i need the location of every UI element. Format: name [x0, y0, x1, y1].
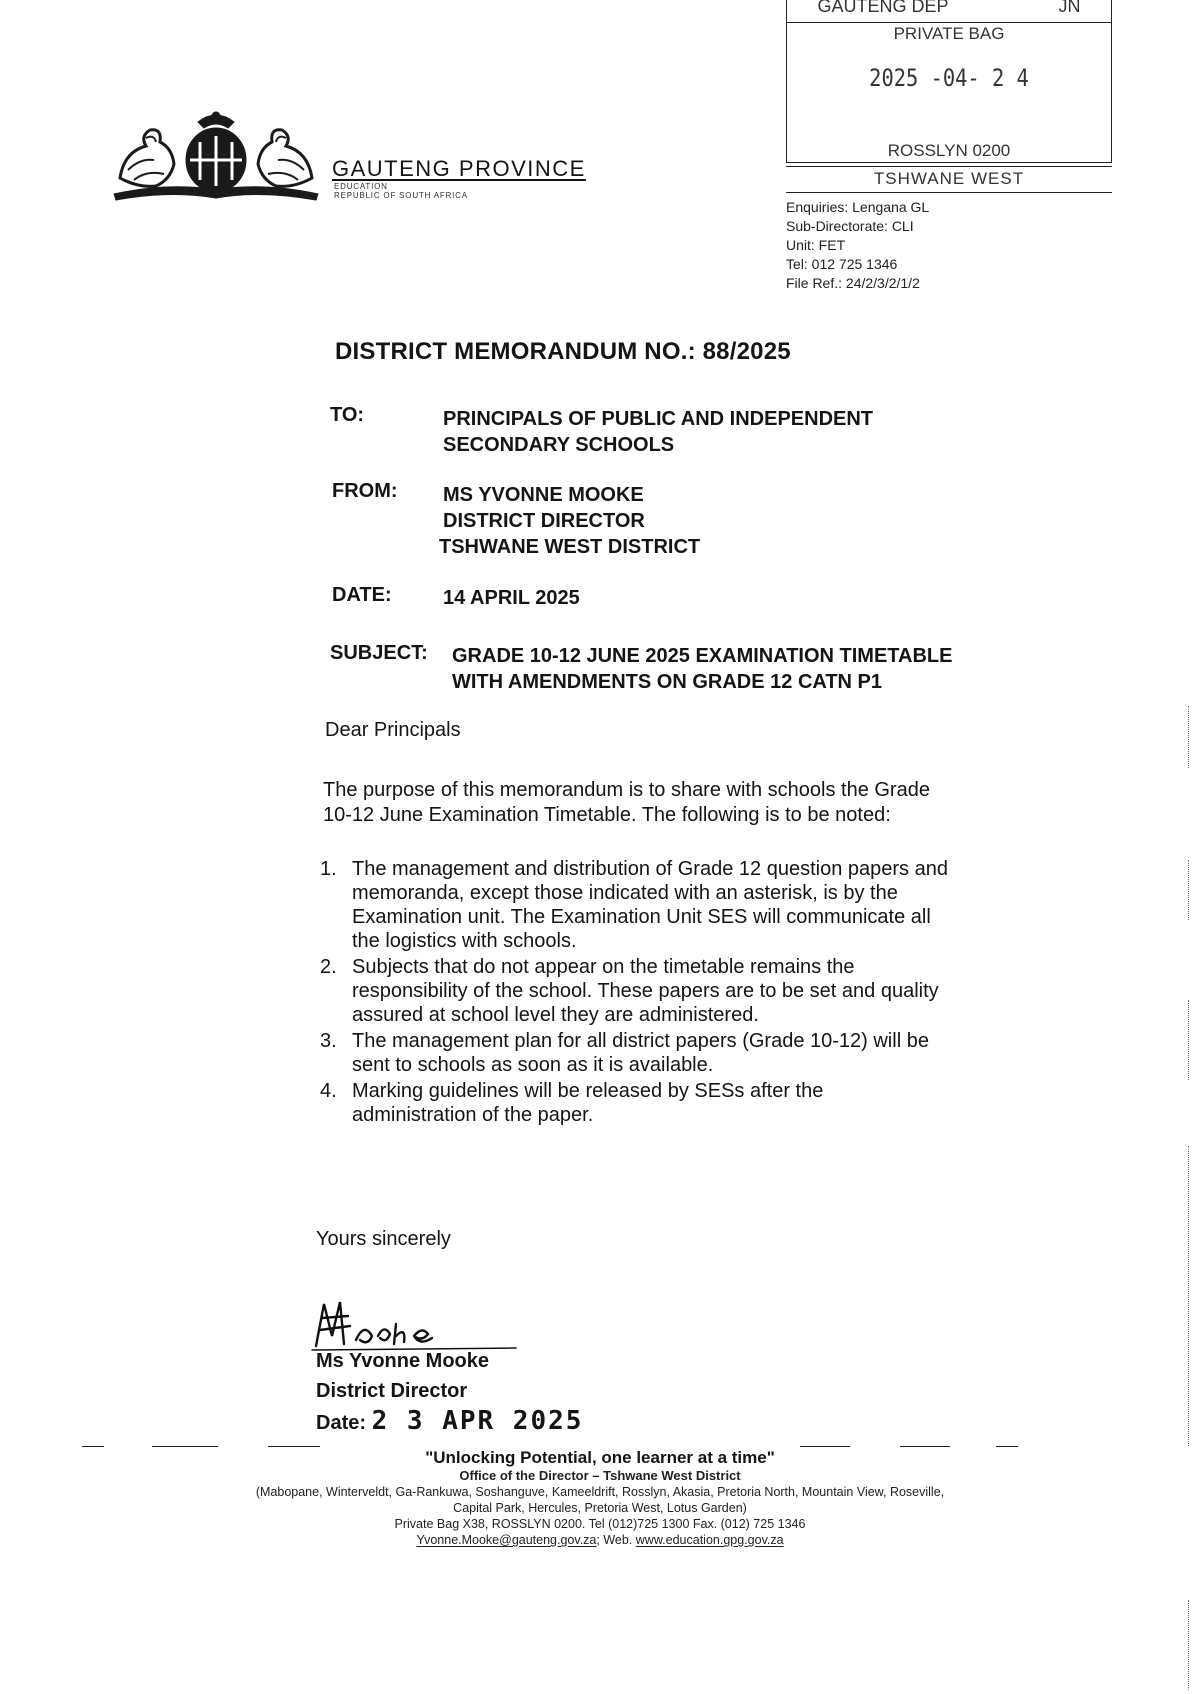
footer-office: Office of the Director – Tshwane West District: [459, 1468, 741, 1483]
stamp-private-bag: PRIVATE BAG: [893, 24, 1005, 43]
stamp-department: GAUTENG DEP: [817, 0, 949, 16]
stamp-tshwane-west: TSHWANE WEST: [873, 169, 1025, 188]
footer-contact: Private Bag X38, ROSSLYN 0200. Tel (012)725 1300 Fax. (012) 725 1346: [394, 1517, 806, 1531]
subject-label: SUBJECT:: [330, 642, 428, 664]
signature-date-stamp: 2 3 APR 2025: [371, 1406, 584, 1436]
footer-email-link[interactable]: Yvonne.Mooke@gauteng.gov.za: [416, 1533, 597, 1547]
date-label: DATE:: [332, 584, 392, 606]
footer-slogan: "Unlocking Potential, one learner at a time": [425, 1448, 775, 1467]
signature-date-label: Date:: [316, 1412, 367, 1434]
to-label: TO:: [330, 404, 365, 426]
stamp-department-tail: JN: [1058, 0, 1081, 16]
note-item: 1. The management and distribution of Grade 12 question papers and memoranda, except those indicated with an asterisk, is by the Examination unit. The Examination Unit SES will communicate all the logistics with schools.: [320, 858, 948, 952]
enquiries-unit: Unit: FET: [786, 237, 846, 253]
memo-title: DISTRICT MEMORANDUM NO.: 88/2025: [335, 338, 791, 365]
note-item: 2. Subjects that do not appear on the timetable remains the responsibility of the school. These papers are to be set and quality assured at school level they are administered.: [320, 956, 939, 1026]
footer-address: [0, 1468, 1200, 1548]
from-value: MS YVONNE MOOKE DISTRICT DIRECTOR TSHWANE WEST DISTRICT: [439, 484, 701, 558]
gauteng-coat-of-arms-logo: [110, 108, 322, 204]
intro-paragraph: The purpose of this memorandum is to share with schools the Grade 10-12 June Examination Timetable. The following is to be noted:: [323, 779, 930, 826]
footer-web-label: ; Web.: [596, 1533, 633, 1547]
enquiries-contact: Enquiries: Lengana GL: [786, 199, 930, 215]
footer-areas-line1: (Mabopane, Winterveldt, Ga-Rankuwa, Soshanguve, Kameeldrift, Rosslyn, Akasia, Pretoria North, Mountain View, Roseville,: [255, 1485, 945, 1499]
to-value: PRINCIPALS OF PUBLIC AND INDEPENDENT SECONDARY SCHOOLS: [443, 408, 874, 456]
enquiries-tel: Tel: 012 725 1346: [786, 256, 898, 272]
province-subtitle: EDUCATION REPUBLIC OF SOUTH AFRICA: [334, 182, 468, 200]
footer-web-link[interactable]: www.education.gpg.gov.za: [635, 1533, 784, 1547]
note-item: 3. The management plan for all district papers (Grade 10-12) will be sent to schools as soon as it is available.: [320, 1030, 929, 1076]
enquiries-block: [786, 198, 929, 293]
date-value: 14 APRIL 2025: [443, 587, 580, 609]
received-stamp: [786, 0, 1112, 194]
note-item: 4. Marking guidelines will be released by SESs after the administration of the paper.: [320, 1080, 824, 1126]
from-label: FROM:: [332, 480, 398, 502]
enquiries-file-ref: File Ref.: 24/2/3/2/1/2: [786, 275, 920, 291]
province-name: GAUTENG PROVINCE: [332, 156, 586, 181]
stamp-rosslyn: ROSSLYN 0200: [887, 141, 1011, 160]
salutation: Dear Principals: [325, 719, 461, 741]
subject-value: GRADE 10-12 JUNE 2025 EXAMINATION TIMETABLE WITH AMENDMENTS ON GRADE 12 CATN P1: [452, 645, 953, 693]
footer-areas-line2: Capital Park, Hercules, Pretoria West, Lotus Garden): [453, 1501, 747, 1515]
stamp-date: 2025 -04- 2 4: [869, 64, 1029, 92]
signatory-title: District Director: [316, 1380, 468, 1402]
signatory-name: Ms Yvonne Mooke: [316, 1350, 490, 1372]
signatory-block: [316, 1346, 583, 1438]
enquiries-subdirectorate: Sub-Directorate: CLI: [786, 218, 914, 234]
closing-salutation: Yours sincerely: [316, 1228, 451, 1250]
notes-list: [320, 857, 948, 1129]
